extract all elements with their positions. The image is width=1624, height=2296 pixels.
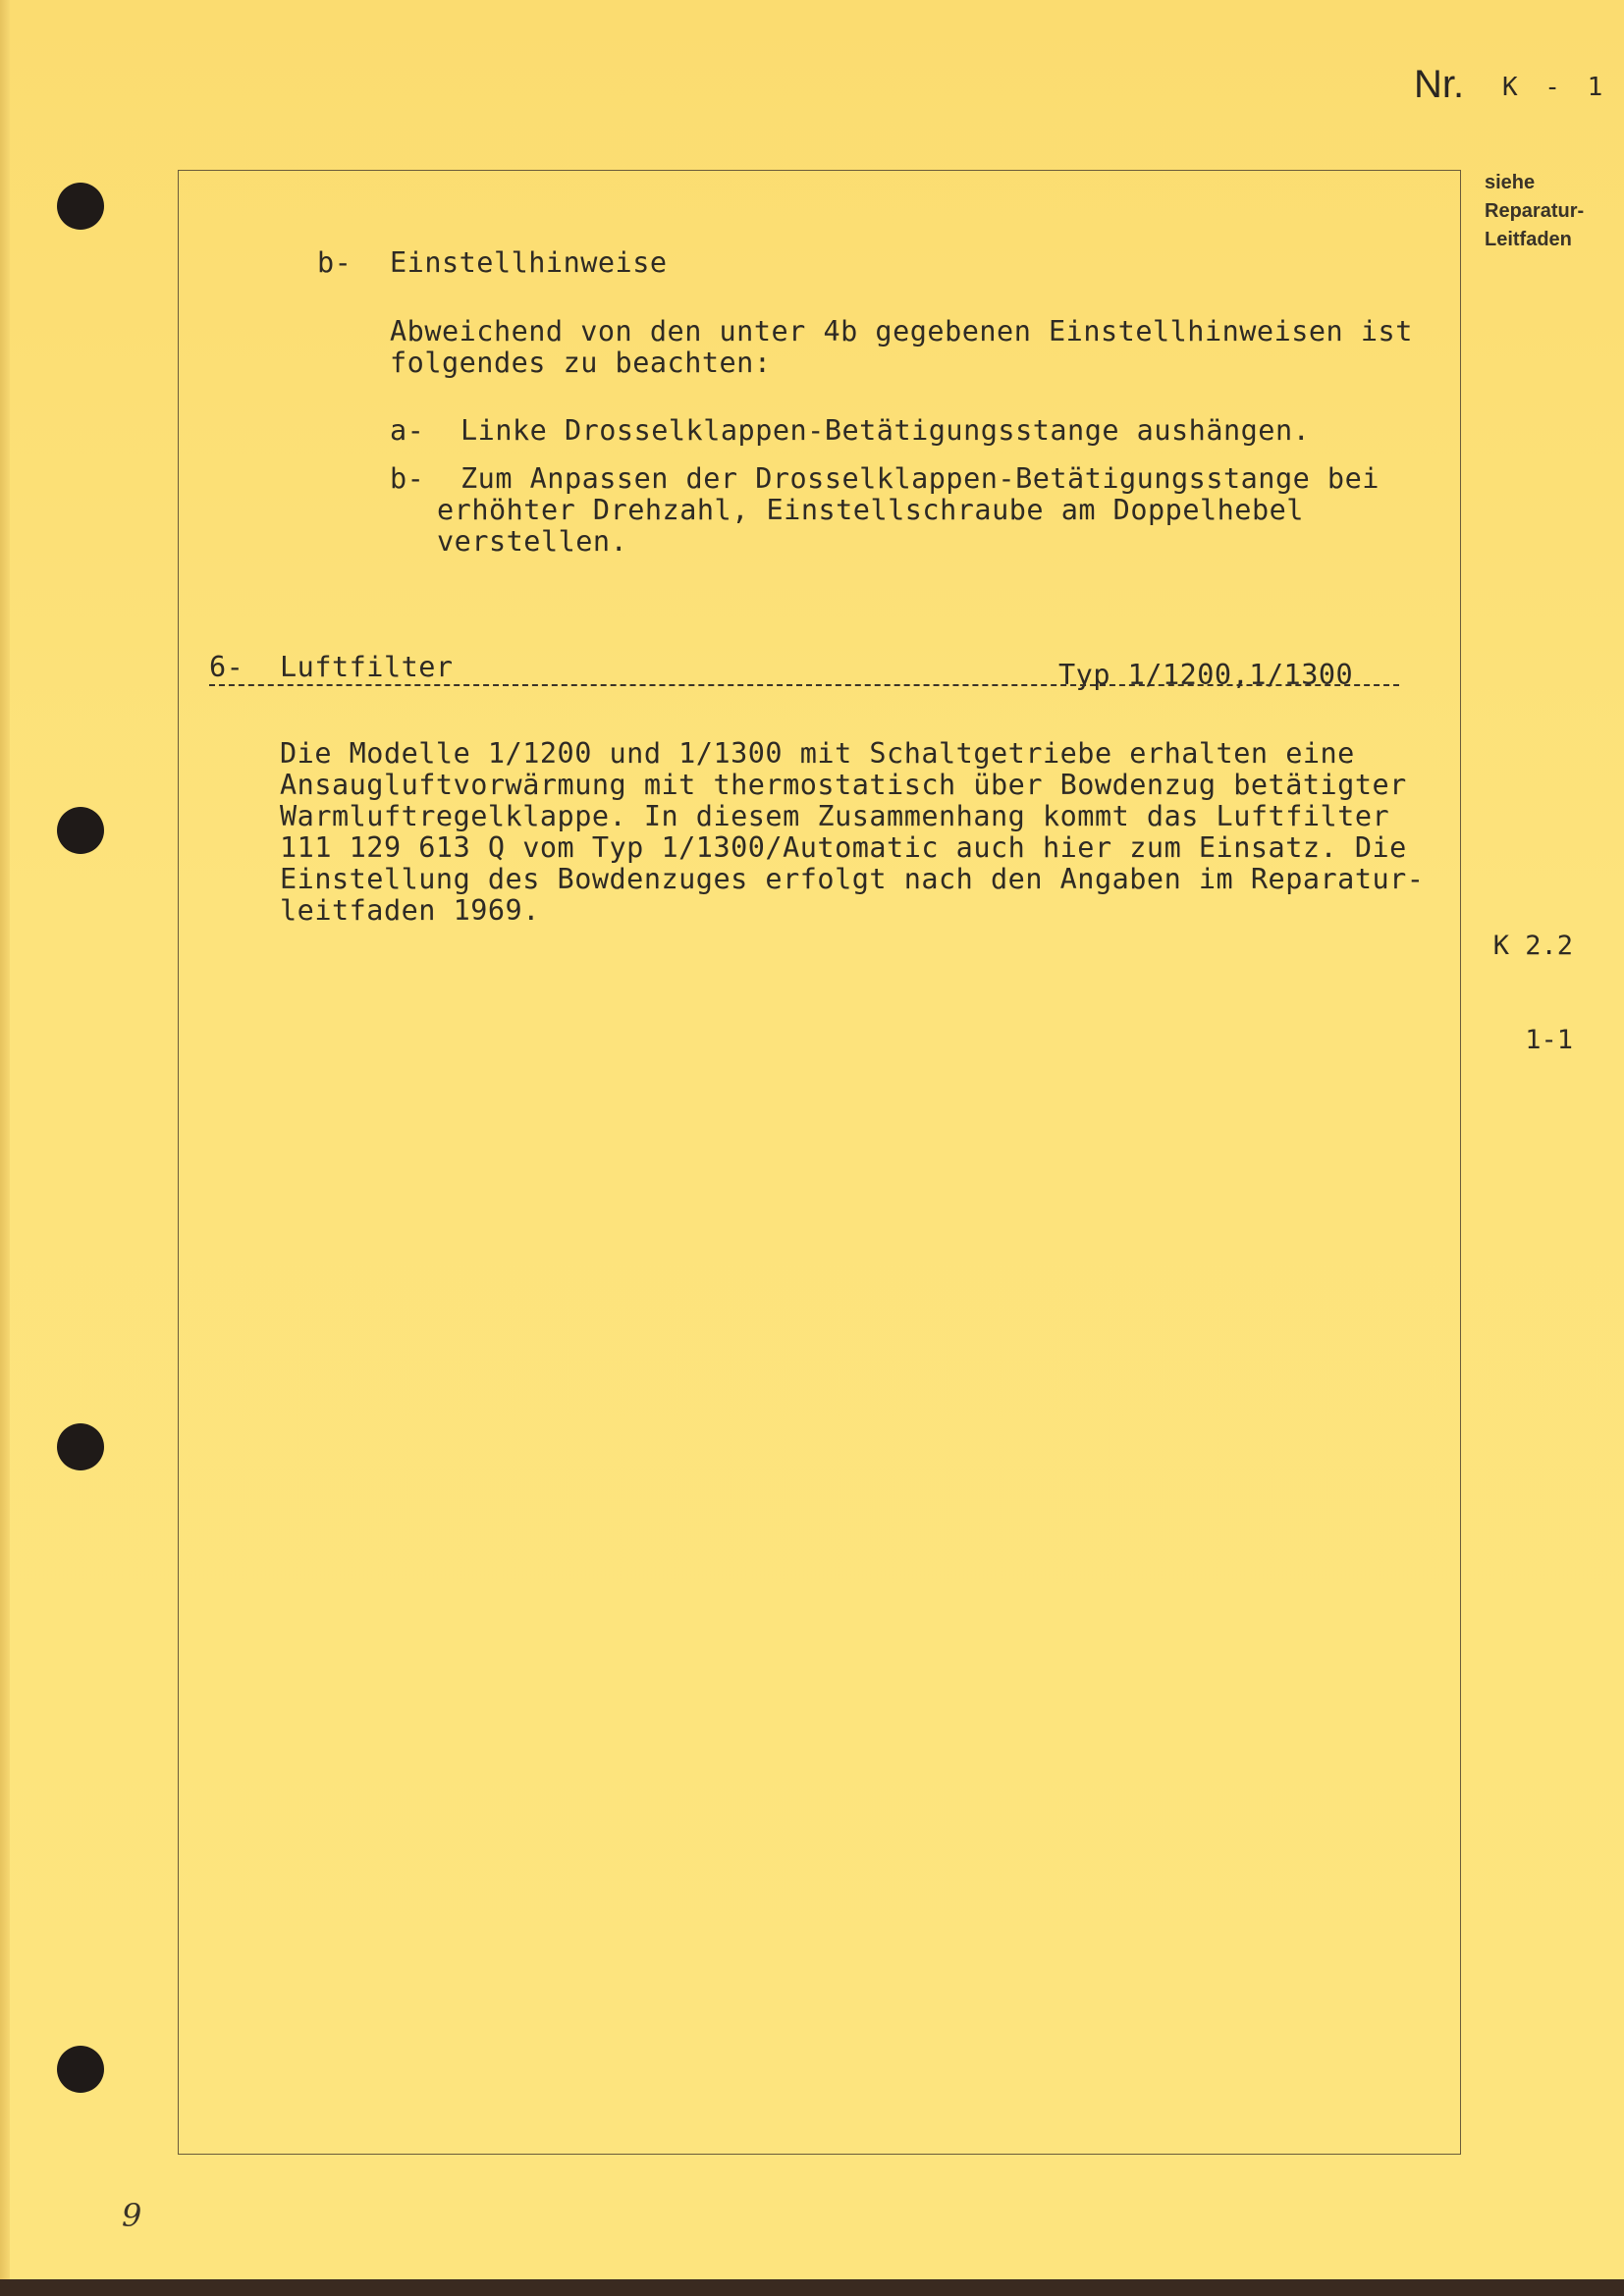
section-b-marker: b-: [317, 246, 352, 279]
side-reference-line: siehe: [1485, 172, 1536, 193]
section-6-body-line: Die Modelle 1/1200 und 1/1300 mit Schaltgetriebe erhalten eine: [280, 737, 1355, 770]
margin-reference: [1483, 868, 1573, 1119]
section-b-intro-line: Abweichend von den unter 4b gegebenen Einstellhinweisen ist: [390, 315, 1413, 347]
section-6-type-label: Typ 1/1200,1/1300: [1058, 659, 1354, 691]
page-number: 9: [122, 2197, 142, 2234]
section-6-marker: 6-: [209, 651, 244, 683]
item-a-marker: a-: [390, 414, 425, 447]
section-6-body-line: Warmluftregelklappe. In diesem Zusammenhang kommt das Luftfilter: [280, 800, 1390, 832]
paper-left-edge: [0, 0, 10, 2279]
item-b-text-line: Zum Anpassen der Drosselklappen-Betätigungsstange bei: [460, 462, 1380, 495]
punch-hole: [57, 1423, 104, 1470]
header-document-code: K - 1: [1502, 73, 1609, 102]
section-6-body-line: Ansaugluftvorwärmung mit thermostatisch über Bowdenzug betätigter: [280, 769, 1407, 801]
punch-hole: [57, 2046, 104, 2093]
side-reference-line: Reparatur-: [1485, 200, 1585, 222]
punch-hole: [57, 183, 104, 230]
section-6-title: Luftfilter: [280, 651, 454, 683]
item-b-marker: b-: [390, 462, 425, 495]
section-6-underline: [209, 684, 1399, 686]
section-6-body-line: Einstellung des Bowdenzuges erfolgt nach den Angaben im Reparatur-: [280, 863, 1425, 895]
punch-hole: [57, 807, 104, 854]
side-reference: [1485, 169, 1584, 254]
item-b-text-line: verstellen.: [437, 525, 628, 558]
item-b-text-line: erhöhter Drehzahl, Einstellschraube am Doppelhebel: [437, 494, 1304, 526]
section-b-intro-line: folgendes zu beachten:: [390, 347, 772, 379]
header-nr-label: Nr.: [1414, 63, 1465, 106]
section-b-title: Einstellhinweise: [390, 246, 668, 279]
item-a-text: Linke Drosselklappen-Betätigungsstange aushängen.: [460, 414, 1311, 447]
margin-reference-line: 1-1: [1525, 1025, 1573, 1055]
section-6-body-line: leitfaden 1969.: [280, 894, 540, 927]
side-reference-line: Leitfaden: [1485, 229, 1572, 250]
margin-reference-line: K 2.2: [1492, 931, 1573, 961]
section-6-body-line: 111 129 613 Q vom Typ 1/1300/Automatic auch hier zum Einsatz. Die: [280, 831, 1407, 864]
